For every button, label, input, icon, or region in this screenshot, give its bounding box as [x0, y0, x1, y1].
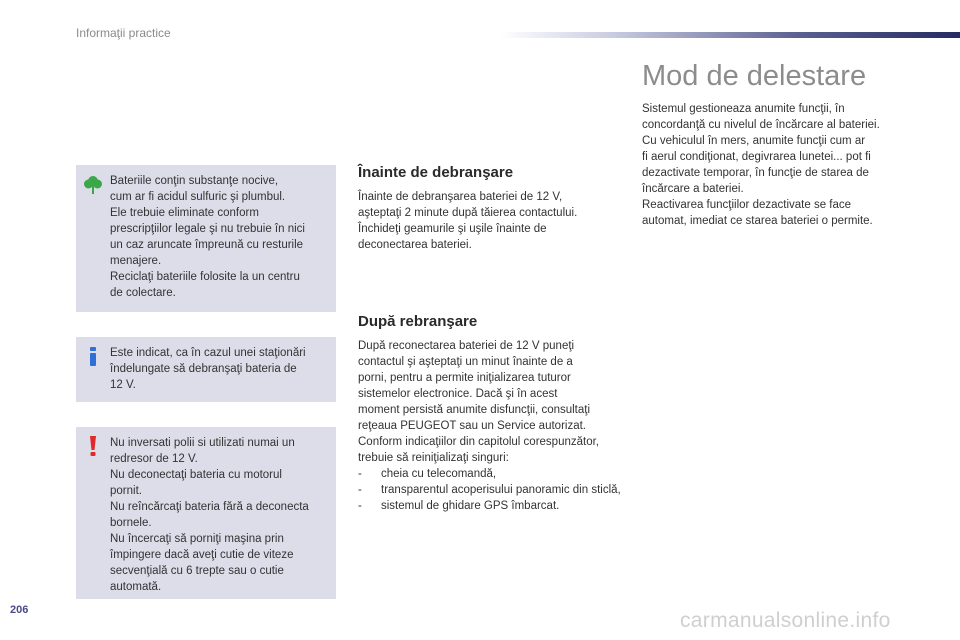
before-disconnection-section: [358, 165, 628, 253]
mode-line: Sistemul gestioneaza anumite funcţii, în: [642, 103, 845, 115]
info-line: Este indicat, ca în cazul unei staţionări: [110, 347, 306, 359]
mode-line: automat, imediat ce starea bateriei o permite.: [642, 215, 873, 227]
warning-line: secvenţială cu 6 trepte sau o cutie: [110, 565, 284, 577]
recycle-leaf-icon: [82, 173, 104, 195]
page-number: 206: [10, 604, 29, 616]
eco-line: un caz aruncate împreună cu resturile: [110, 239, 304, 251]
info-icon: [82, 345, 104, 367]
eco-line: Ele trebuie eliminate conform: [110, 207, 259, 219]
info-line: îndelungate să debranşaţi bateria de: [110, 363, 297, 375]
mode-line: concordanţă cu nivelul de încărcare al bateriei.: [642, 119, 880, 131]
warning-line: Nu reîncărcaţi bateria fără a deconecta: [110, 501, 309, 513]
before-line: deconectarea bateriei.: [358, 239, 472, 251]
mode-line: încărcare a bateriei.: [642, 183, 744, 195]
load-shedding-section: [642, 101, 912, 229]
info-note-box: [76, 337, 336, 402]
eco-line: Reciclaţi bateriile folosite la un centru: [110, 271, 300, 283]
watermark: carmanualsonline.info: [680, 609, 891, 632]
after-reconnection-section: [358, 314, 633, 514]
warning-line: împingere dacă aveţi cutie de viteze: [110, 549, 294, 561]
warning-line: redresor de 12 V.: [110, 453, 198, 465]
mode-line: fi aerul condiţionat, degivrarea lunetei... pot fi: [642, 151, 871, 163]
warning-line: Nu inversati polii si utilizati numai un: [110, 437, 295, 449]
info-line: 12 V.: [110, 379, 136, 391]
reinit-list: [358, 466, 633, 514]
warning-line: automată.: [110, 581, 162, 593]
before-line: Închideţi geamurile şi uşile înainte de: [358, 223, 547, 235]
after-line: contactul şi aşteptaţi un minut înainte de a: [358, 356, 573, 368]
eco-line: de colectare.: [110, 287, 176, 299]
after-line: moment persistă anumite disfuncţii, consultaţi: [358, 404, 591, 416]
mode-line: Reactivarea funcţiilor dezactivate se face: [642, 199, 852, 211]
before-line: Înainte de debranşarea bateriei de 12 V,: [358, 191, 563, 203]
list-item: - transparentul acoperisului panoramic din sticlă,: [358, 482, 633, 498]
before-line: aşteptaţi 2 minute după tăierea contactului.: [358, 207, 578, 219]
list-item: - cheia cu telecomandă,: [358, 466, 633, 482]
after-line: După reconectarea bateriei de 12 V puneţi: [358, 340, 575, 352]
header-gradient-bar: [500, 32, 960, 38]
page-title: Mod de delestare: [642, 60, 867, 92]
after-line: reţeaua PEUGEOT sau un Service autorizat.: [358, 420, 586, 432]
eco-line: Bateriile conţin substanţe nocive,: [110, 175, 279, 187]
warning-line: Nu încercaţi să porniţi maşina prin: [110, 533, 284, 545]
after-line: trebuie să reiniţializaţi singuri:: [358, 452, 509, 464]
warning-exclamation-icon: [82, 435, 104, 457]
after-line: Conform indicaţiilor din capitolul corespunzător,: [358, 436, 599, 448]
eco-line: menajere.: [110, 255, 162, 267]
after-line: sistemelor electronice. Dacă şi în acest: [358, 388, 558, 400]
list-item: - sistemul de ghidare GPS îmbarcat.: [358, 498, 633, 514]
after-line: porni, pentru a permite iniţializarea tuturor: [358, 372, 571, 384]
mode-line: Cu vehiculul în mers, anumite funcţii cum ar: [642, 135, 866, 147]
after-reconnection-heading: După rebranşare: [358, 313, 478, 330]
page-header-title: Informaţii practice: [76, 26, 171, 40]
before-disconnection-heading: Înainte de debranşare: [358, 164, 514, 181]
warning-line: bornele.: [110, 517, 152, 529]
mode-line: dezactivate temporar, în funcţie de starea de: [642, 167, 869, 179]
warning-line: pornit.: [110, 485, 142, 497]
eco-line: prescripţiilor legale şi nu trebuie în nici: [110, 223, 305, 235]
eco-note-box: [76, 165, 336, 312]
eco-line: cum ar fi acidul sulfuric şi plumbul.: [110, 191, 286, 203]
warning-line: Nu deconectaţi bateria cu motorul: [110, 469, 282, 481]
warning-note-box: [76, 427, 336, 599]
